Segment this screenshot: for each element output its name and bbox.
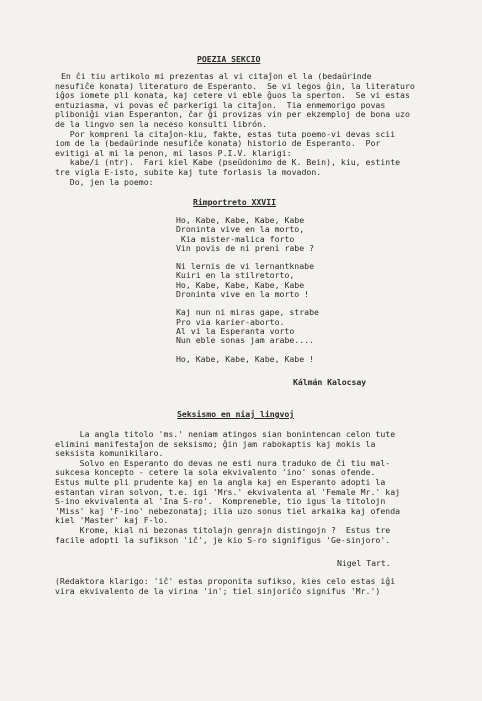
text-line: La angla titolo 'ms.' neniam atingos sian bonintencan celon tute <box>55 429 396 439</box>
text-line: facile adopti la sufikson 'iĉ', je kio S-ro signifigus 'Ge-sinjoro'. <box>55 534 391 545</box>
stanza <box>176 262 416 299</box>
text-line: S-ino ekvivalenta al 'Ina S-ro'. Kompreneble, tio igus la titolojn <box>55 496 386 507</box>
text-line: sukcesa koncepto - cetere la sola ekvivalento 'ino' sonas ofende. <box>55 467 376 478</box>
poem-line: Ni lernis de vi lernantknabe <box>176 261 315 272</box>
stanza <box>176 216 416 253</box>
text-line: de la lingvo sen la neceso konsulti librón. <box>55 118 267 129</box>
text-line: kabe/i (ntr). Fari kiel Kabe (pseŭdonimo de K. Bein), kiu, estinte <box>55 157 401 168</box>
poem-title: Rimportreto XXVII <box>193 197 276 207</box>
text-line: nesufiĉe konata) literaturo de Esperanto. Se vi legos ĝin, la literaturo <box>55 80 415 91</box>
text-line: pliboniĝi vian Esperanton, ĉar ĝi provizas vin per ekzemploj de bona uzo <box>55 109 410 120</box>
text-line: entuziasma, vi povas eĉ parkerigi la citaĵon. Tia enmemorigo povas <box>55 99 386 110</box>
section-title-seksismo: Seksismo en niaj lingvoj <box>177 409 295 419</box>
poem-line: Droninta vive en la morto ! <box>176 289 310 300</box>
text-line: Por kompreni la citaĵon-kiu, fakte, estas tuta poemo-vi devas scii <box>55 128 396 139</box>
text-line: seksista komunikilaro. <box>55 448 164 459</box>
text-line: 'Miss' kaj 'F-ino' nebezonataj; ilia uzo sonus tiel arkaika kaj ofenda <box>55 505 401 516</box>
stanza <box>176 308 416 345</box>
poem-line: Vin povis de ni preni rabe ? <box>176 242 315 253</box>
text-line: evitigi al mi la penon, mi lasos P.I.V. klarigi: <box>55 147 292 158</box>
poem-line: Kaj nun ni miras gape, strabe <box>176 307 319 318</box>
poem-line: Ho, Kabe, Kabe, Kabe, Kabe ! <box>176 353 315 364</box>
text-line: En ĉi tiu artikolo mi prezentas al vi citaĵon el la (bedaŭrinde <box>61 71 372 81</box>
poem-line: Ho, Kabe, Kabe, Kabe, Kabe <box>176 279 305 290</box>
poem-line: Al vi la Esperanta vorto <box>176 325 295 336</box>
poem-author: Kálmán Kalocsay <box>293 377 367 387</box>
poem <box>176 216 416 364</box>
text-line: Krome, kial ni bezonas titolajn genrajn distingojn ? Estus tre <box>55 524 391 535</box>
section-title-poezia: POEZIA SEKCIO <box>197 54 261 64</box>
editor-note <box>55 577 475 596</box>
poem-line: Nun eble sonas jam arabe.... <box>176 335 315 346</box>
text-line: Solvo en Esperanto do devas ne esti nura traduko de ĉi tiu mal- <box>55 457 391 468</box>
article-author: Nigel Tart. <box>337 558 391 568</box>
text-line: tre vigla E-isto, subite kaj tute forlasis la movadon. <box>55 166 322 177</box>
text-line: iom de la (bedaŭrinde nesufiĉe konata) historio de Esperanto. Por <box>55 138 381 149</box>
poem-line: Ho, Kabe, Kabe, Kabe, Kabe <box>176 215 305 225</box>
intro-paragraph <box>55 72 475 187</box>
text-line: iĝos iomete pli konata, kaj cetere vi eble ĝuos la sperton. Se vi estas <box>55 90 410 101</box>
text-line: Do, jen la poemo: <box>55 176 154 187</box>
text-line: kiel 'Master' kaj F-lo. <box>55 515 169 526</box>
text-line: elimini manifestaĵon de seksismo; ĝin jam rabokaptis kaj mokis la <box>55 438 376 449</box>
text-line: (Redaktora klarigo: 'iĉ' estas proponita sufikso, kies celo estas iĝi <box>55 576 396 586</box>
poem-line: Kia mister-malica forto <box>176 233 295 244</box>
poem-line: Droninta vive en la morto, <box>176 224 305 235</box>
text-line: vira ekvivalento de la virina 'in'; tiel sinjoriĉo signifus 'Mr.') <box>55 585 381 596</box>
text-line: Estus multe pli prudente kaj en la angla kaj en Esperanto adopti la <box>55 476 386 487</box>
seksismo-paragraph <box>55 430 475 545</box>
poem-line: Kuiri en la stilretorto, <box>176 270 295 281</box>
text-line: estantan viran solvon, t.e. igi 'Mrs.' ekvivalenta al 'Female Mr.' kaj <box>55 486 401 497</box>
stanza <box>176 355 416 364</box>
poem-line: Pro via karier-aborto. <box>176 316 285 327</box>
